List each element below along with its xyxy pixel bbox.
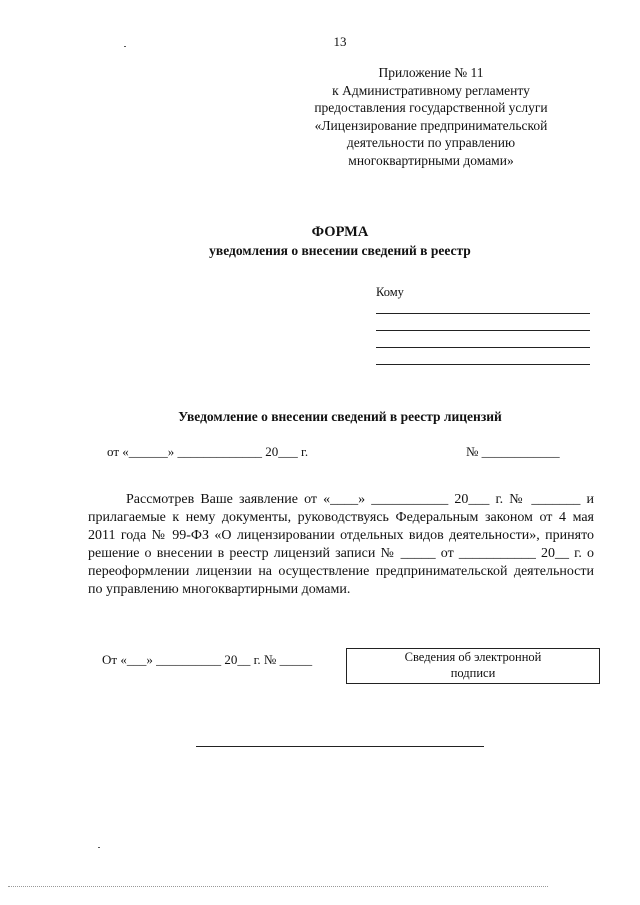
appendix-header bbox=[300, 64, 562, 169]
notice-number-line: № ____________ bbox=[466, 444, 560, 459]
appendix-line: предоставления государственной услуги bbox=[314, 100, 548, 115]
esig-box-line: подписи bbox=[450, 666, 496, 680]
recipient-line bbox=[376, 313, 590, 314]
page-number: 13 bbox=[333, 34, 347, 49]
scan-artifact-line bbox=[8, 886, 548, 887]
appendix-line: деятельности по управлению bbox=[346, 135, 516, 150]
appendix-line: Приложение № 11 bbox=[378, 65, 484, 80]
appendix-line: «Лицензирование предпринимательской bbox=[314, 117, 548, 133]
esig-box-line: Сведения об электронной bbox=[404, 650, 542, 664]
notice-title: Уведомление о внесении сведений в реестр лицензий bbox=[178, 409, 502, 424]
appendix-line: многоквартирными домами» bbox=[348, 152, 514, 168]
recipient-line bbox=[376, 364, 590, 365]
recipient-line bbox=[376, 330, 590, 331]
electronic-signature-box bbox=[346, 648, 600, 684]
appendix-line: к Административному регламенту bbox=[332, 82, 530, 98]
form-title: ФОРМА bbox=[311, 224, 369, 240]
notice-body-paragraph: Рассмотрев Ваше заявление от «____» ___________ 20___ г. № _______ и прилагаемые к нему документы, руководствуясь Федеральным законом от 4 мая 2011 года № 99-ФЗ «О лицензировании отдельных видов деятельности», принято решение о внесении в реестр лицензий записи № _____ от ___________ 20__ г. о переоформлении лицензии на осуществление предпринимательской деятельности по управлению многоквартирными домами. bbox=[88, 492, 594, 597]
scan-speck bbox=[124, 46, 126, 47]
recipient-label: Кому bbox=[376, 285, 404, 299]
notice-date-line: от «______» _____________ 20___ г. bbox=[107, 444, 309, 459]
signature-date-line: От «___» __________ 20__ г. № _____ bbox=[102, 652, 313, 667]
recipient-line bbox=[376, 347, 590, 348]
scan-speck bbox=[98, 847, 100, 848]
notice-body bbox=[88, 491, 594, 599]
form-subtitle: уведомления о внесении сведений в реестр bbox=[209, 243, 471, 258]
signature-line bbox=[196, 746, 484, 747]
